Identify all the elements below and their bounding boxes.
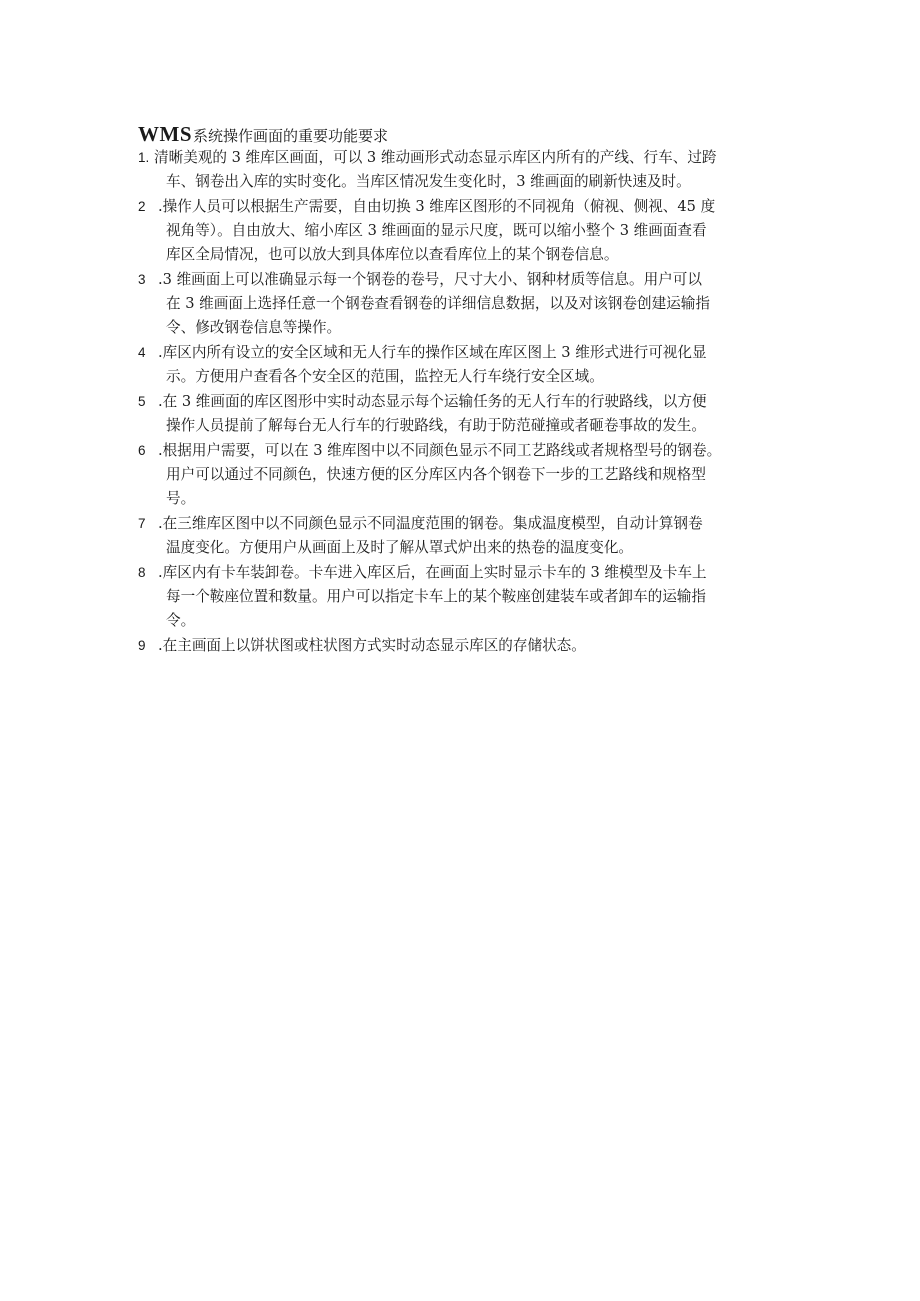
- item-number: 9: [138, 638, 146, 653]
- document-title: [138, 121, 388, 149]
- item-line: 清晰美观的 3 维库区画面，可以 3 维动画形式动态显示库区内所有的产线、行车、过跨: [154, 149, 717, 166]
- item-line: 温度变化。方便用户从画面上及时了解从罩式炉出来的热卷的温度变化。: [166, 539, 634, 556]
- list-item: [0, 439, 920, 511]
- item-line: 令。: [166, 612, 196, 629]
- item-line: 在 3 维画面上选择任意一个钢卷查看钢卷的详细信息数据，以及对该钢卷创建运输指: [166, 295, 710, 312]
- requirements-list: [0, 146, 920, 659]
- item-line: 每一个鞍座位置和数量。用户可以指定卡车上的某个鞍座创建装车或者卸车的运输指: [166, 588, 706, 605]
- item-line: 示。方便用户查看各个安全区的范围，监控无人行车绕行安全区域。: [166, 368, 604, 385]
- item-number: 5: [138, 394, 146, 409]
- item-line: 操作人员提前了解每台无人行车的行驶路线，有助于防范碰撞或者砸卷事故的发生。: [166, 417, 706, 434]
- item-line: .库区内所有设立的安全区域和无人行车的操作区域在库区图上 3 维形式进行可视化显: [158, 344, 707, 361]
- item-line: 视角等）。自由放大、缩小库区 3 维画面的显示尺度，既可以缩小整个 3 维画面查看: [166, 222, 707, 239]
- list-item: [0, 268, 920, 340]
- item-line: .根据用户需要，可以在 3 维库图中以不同颜色显示不同工艺路线或者规格型号的钢卷。: [158, 442, 722, 459]
- item-number: 4: [138, 345, 146, 360]
- item-number: 7: [138, 516, 146, 531]
- item-line: 车、钢卷出入库的实时变化。当库区情况发生变化时，3 维画面的刷新快速及时。: [166, 173, 691, 190]
- list-item: [0, 341, 920, 389]
- list-item: [0, 512, 920, 560]
- list-item: [0, 390, 920, 438]
- item-line: 令、修改钢卷信息等操作。: [166, 319, 342, 336]
- item-number: 2: [138, 199, 146, 214]
- item-line: .在主画面上以饼状图或柱状图方式实时动态显示库区的存储状态。: [158, 637, 586, 654]
- item-number: 1.: [138, 150, 150, 165]
- title-text: 系统操作画面的重要功能要求: [193, 127, 389, 145]
- list-item: [0, 195, 920, 267]
- item-line: .操作人员可以根据生产需要，自由切换 3 维库区图形的不同视角（俯视、侧视、45 度: [158, 198, 716, 215]
- item-line: .在三维库区图中以不同颜色显示不同温度范围的钢卷。集成温度模型，自动计算钢卷: [158, 515, 703, 532]
- title-acronym: WMS: [138, 122, 192, 146]
- item-line: 号。: [166, 490, 196, 507]
- item-line: .3 维画面上可以准确显示每一个钢卷的卷号，尺寸大小、钢种材质等信息。用户可以: [158, 271, 702, 288]
- list-item: [0, 146, 920, 194]
- item-line: 用户可以通过不同颜色，快速方便的区分库区内各个钢卷下一步的工艺路线和规格型: [166, 466, 706, 483]
- item-line: .在 3 维画面的库区图形中实时动态显示每个运输任务的无人行车的行驶路线，以方便: [158, 393, 707, 410]
- list-item: [0, 634, 920, 658]
- list-item: [0, 561, 920, 633]
- item-line: .库区内有卡车装卸卷。卡车进入库区后，在画面上实时显示卡车的 3 维模型及卡车上: [158, 564, 707, 581]
- item-number: 3: [138, 272, 146, 287]
- item-line: 库区全局情况，也可以放大到具体库位以查看库位上的某个钢卷信息。: [166, 246, 619, 263]
- item-number: 8: [138, 565, 146, 580]
- item-number: 6: [138, 443, 146, 458]
